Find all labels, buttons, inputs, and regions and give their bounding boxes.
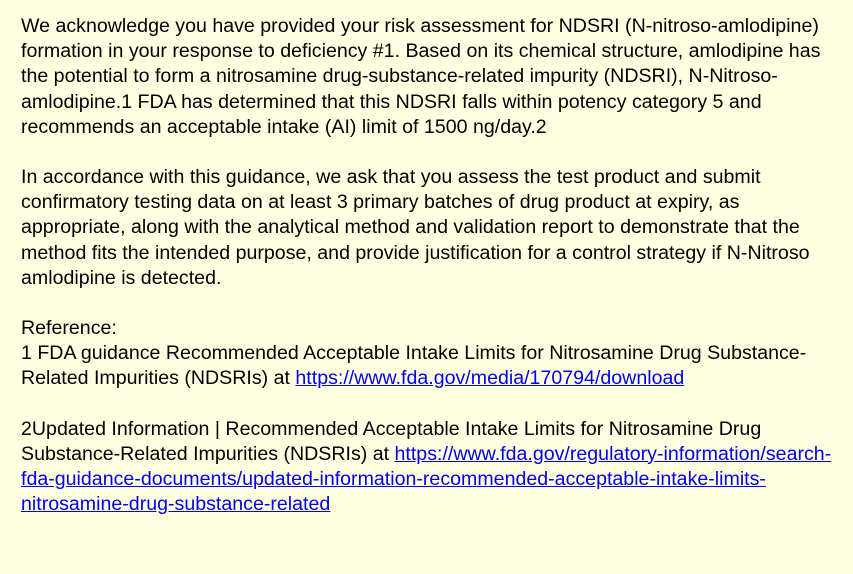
reference-2-text: 2Updated Information | Recommended Acceptable Intake Limits for Nitrosamine Drug Substance-Related Impurities (NDSRIs) at	[21, 417, 762, 465]
reference-1-text: 1 FDA guidance Recommended Acceptable Intake Limits for Nitrosamine Drug Substance-Related Impurities (NDSRIs) at	[21, 342, 807, 390]
paragraph-spacer	[21, 392, 845, 417]
reference-1-link[interactable]: https://www.fda.gov/media/170794/download	[295, 367, 685, 390]
reference-heading: Reference:	[21, 317, 117, 340]
reference-2-link[interactable]: https://www.fda.gov/regulatory-information/search-fda-guidance-documents/updated-information-recommended-acceptable-intake-limits-nitrosamine-drug-substance-related	[21, 442, 832, 516]
reference-1	[21, 341, 845, 391]
paragraph-risk-assessment: We acknowledge you have provided your risk assessment for NDSRI (N-nitroso-amlodipine) formation in your response to deficiency #1. Based on its chemical structure, amlodipine has the potential to form a nitrosamine drug-substance-related impurity (NDSRI), N-Nitroso- amlodipine.1 FDA has determined that this NDSRI falls within potency category 5 and recommends an acceptable intake (AI) limit of 1500 ng/day.2	[21, 15, 821, 138]
paragraph-spacer	[21, 291, 845, 316]
reference-2	[21, 417, 845, 518]
paragraph-spacer	[21, 140, 845, 165]
paragraph-testing-request: In accordance with this guidance, we ask that you assess the test product and submit confirmatory testing data on at least 3 primary batches of drug product at expiry, as appropriate, along with the analytical method and validation report to demonstrate that the method fits the intended purpose, and provide justification for a control strategy if N-Nitroso amlodipine is detected.	[21, 166, 810, 289]
